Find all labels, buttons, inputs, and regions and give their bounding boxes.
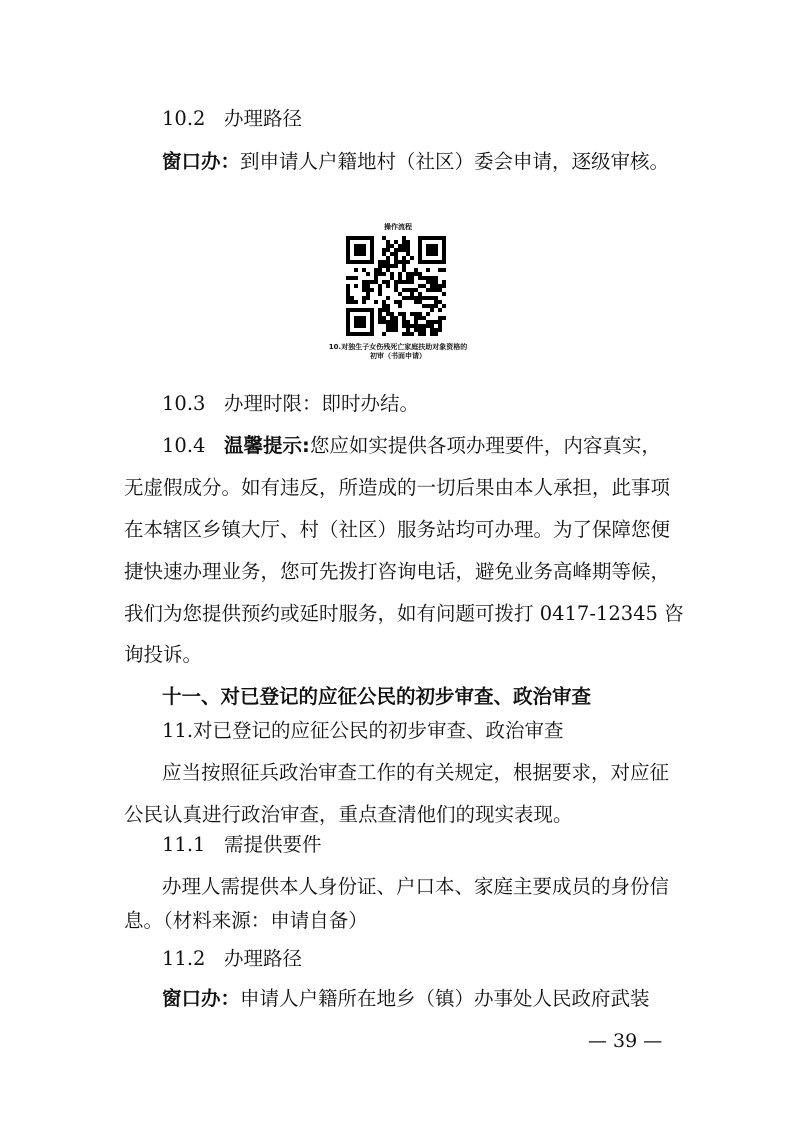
qr-code[interactable] xyxy=(346,236,450,340)
section-11-desc-line2: 公民认真进行政治审查，重点查清他们的现实表现。 xyxy=(124,803,573,826)
section-10-4-line2: 无虚假成分。如有违反，所造成的一切后果由本人承担，此事项 xyxy=(124,476,671,499)
section-text: 您应如实提供各项办理要件，内容真实， xyxy=(309,434,661,457)
section-11-2-heading xyxy=(162,946,722,972)
section-title: 办理时限： xyxy=(224,392,322,415)
section-11-subheading: 11.对已登记的应征公民的初步审查、政治审查 xyxy=(162,719,564,742)
section-number: 11.1 xyxy=(162,833,206,856)
section-number: 10.3 xyxy=(162,392,206,415)
section-11-heading: 十一、对已登记的应征公民的初步审查、政治审查 xyxy=(162,685,592,708)
qr-title: 操作流程 xyxy=(384,223,412,231)
section-10-4-line3: 在本辖区乡镇大厅、村（社区）服务站均可办理。为了保障您便 xyxy=(124,518,671,541)
window-text: 到申请人户籍地村（社区）委会申请，逐级审核。 xyxy=(240,150,670,173)
section-10-3 xyxy=(162,391,722,417)
section-11-1-line2: 息。（材料来源：申请自备） xyxy=(124,909,368,932)
section-10-4-line5: 我们为您提供预约或延时服务，如有问题可拨打 0417-12345 咨 xyxy=(124,602,684,625)
section-11-desc-line1: 应当按照征兵政治审查工作的有关规定，根据要求，对应征 xyxy=(162,761,670,784)
window-handling-2 xyxy=(162,986,722,1012)
section-11-1-line1: 办理人需提供本人身份证、户口本、家庭主要成员的身份信 xyxy=(162,875,670,898)
page-number: — 39 — xyxy=(588,1030,663,1052)
section-number: 11.2 xyxy=(162,947,206,970)
section-11-1-heading xyxy=(162,832,722,858)
section-number: 10.4 xyxy=(162,434,206,457)
section-title: 温馨提示: xyxy=(224,434,310,457)
window-label: 窗口办： xyxy=(162,987,241,1010)
section-text: 即时办结。 xyxy=(321,392,420,415)
qr-caption-line2: 初审（书面申请） xyxy=(370,352,426,360)
section-title: 办理路径 xyxy=(224,947,303,970)
qr-code-block xyxy=(300,222,496,361)
section-title: 办理路径 xyxy=(224,107,303,130)
window-label: 窗口办： xyxy=(162,150,241,173)
section-title: 需提供要件 xyxy=(224,833,322,856)
section-number: 10.2 xyxy=(162,107,206,130)
section-10-2-heading xyxy=(162,106,722,132)
section-10-4-line6: 询投诉。 xyxy=(124,643,203,666)
section-10-4-line1 xyxy=(162,433,722,459)
qr-caption-line1: 10.对独生子女伤残死亡家庭扶助对象资格的 xyxy=(328,343,468,351)
window-handling-1 xyxy=(162,149,722,175)
section-10-4-line4: 捷快速办理业务，您可先拨打咨询电话，避免业务高峰期等候， xyxy=(124,560,671,583)
window-text: 申请人户籍所在地乡（镇）办事处人民政府武装 xyxy=(240,987,650,1010)
